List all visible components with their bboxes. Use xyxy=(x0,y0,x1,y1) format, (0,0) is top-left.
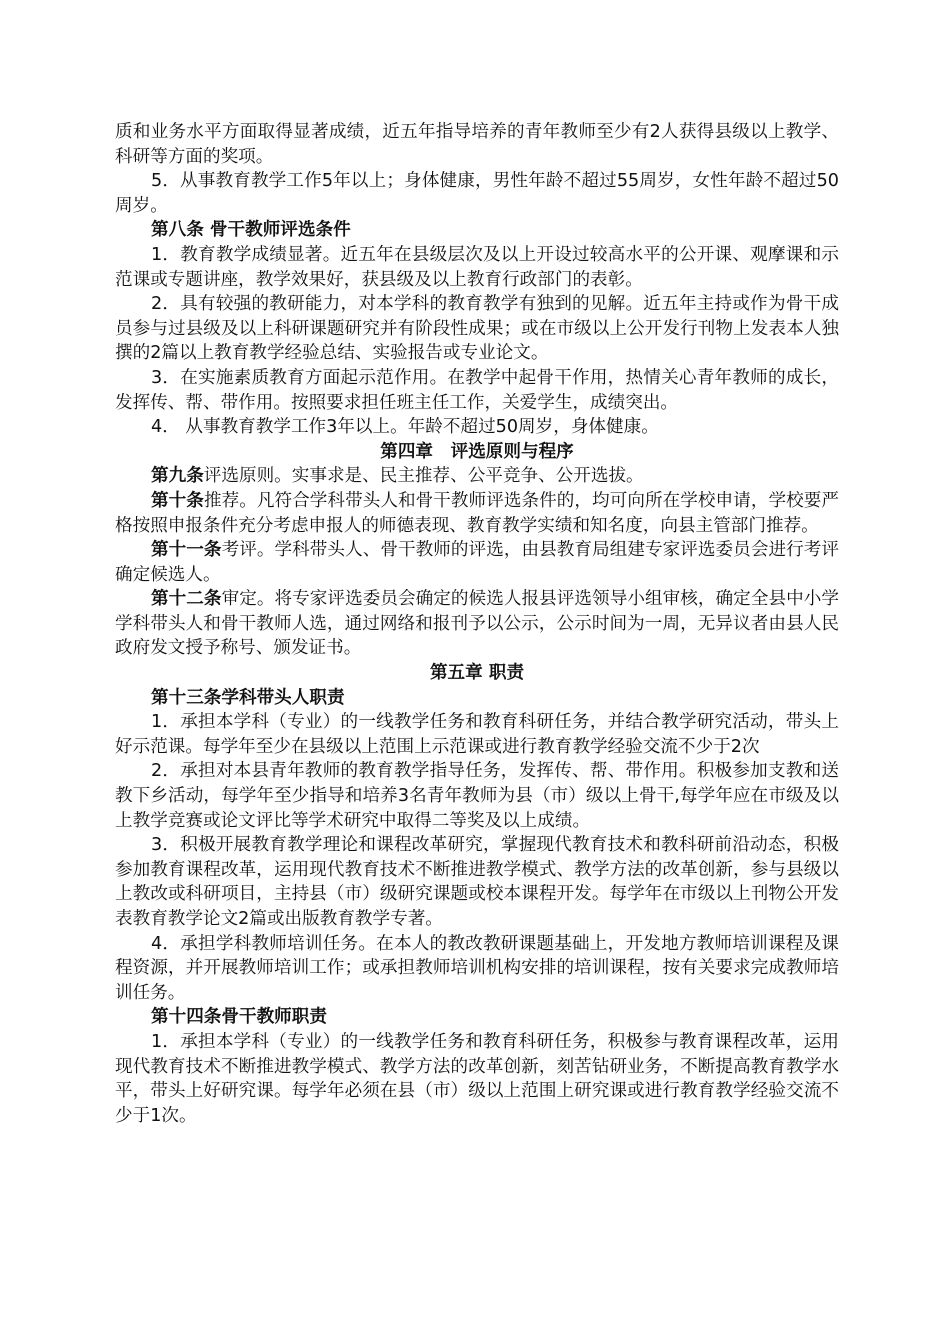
article-10 xyxy=(115,489,839,538)
article-10-text: 推荐。凡符合学科带头人和骨干教师评选条件的，均可向所在学校申请，学校要严格按照申报条件充分考虑申报人的师德表现、教育教学实绩和知名度，向县主管部门推荐。 xyxy=(115,490,839,536)
paragraph-continuation: 质和业务水平方面取得显著成绩，近五年指导培养的青年教师至少有2人获得县级以上教学、科研等方面的奖项。 xyxy=(115,122,839,167)
article-14-heading: 第十四条骨干教师职责 xyxy=(151,1007,327,1028)
article-9 xyxy=(115,464,839,489)
article-9-label: 第九条 xyxy=(151,466,204,487)
article-8-item-4: 4． 从事教育教学工作3年以上。年龄不超过50周岁，身体健康。 xyxy=(151,417,659,438)
article-8-item-1: 1．教育教学成绩显著。近五年在县级层次及以上开设过较高水平的公开课、观摩课和示范课或专题讲座，教学效果好，获县级及以上教育行政部门的表彰。 xyxy=(115,244,839,290)
document-page xyxy=(115,120,839,1128)
article-13-item-1: 1．承担本学科（专业）的一线教学任务和教育科研任务，并结合教学研究活动，带头上好示范课。每学年至少在县级以上范围上示范课或进行教育教学经验交流不少于2次 xyxy=(115,712,839,757)
article-10-label: 第十条 xyxy=(151,490,204,511)
article-8-item-3: 3．在实施素质教育方面起示范作用。在教学中起骨干作用，热情关心青年教师的成长，发挥传、帮、带作用。按照要求担任班主任工作，关爱学生，成绩突出。 xyxy=(115,367,839,413)
article-14-item-1: 1．承担本学科（专业）的一线教学任务和教育科研任务，积极参与教育课程改革，运用现代教育技术不断推进教学模式、教学方法的改革创新，刻苦钻研业务，不断提高教育教学水平，带头上好研究课。每学年必须在县（市）级以上范围上研究课或进行教育教学经验交流不少于1次。 xyxy=(115,1031,839,1126)
article-13-item-3: 3．积极开展教育教学理论和课程改革研究，掌握现代教育技术和教科研前沿动态，积极参加教育课程改革，运用现代教育技术不断推进教学模式、教学方法的改革创新，参与县级以上教改或科研项目，主持县（市）级研究课题或校本课程开发。每学年在市级以上刊物公开发表教育教学论文2篇或出版教育教学专著。 xyxy=(115,835,839,929)
article-11-text: 考评。学科带头人、骨干教师的评选，由县教育局组建专家评选委员会进行考评确定候选人。 xyxy=(115,540,839,585)
article-13-item-2: 2．承担对本县青年教师的教育教学指导任务，发挥传、帮、带作用。积极参加支教和送教下乡活动，每学年至少指导和培养3名青年教师为县（市）级以上骨干,每学年应在市级及以上教学竞赛或论文评比等学术研究中取得二等奖及以上成绩。 xyxy=(115,761,839,831)
article-11-label: 第十一条 xyxy=(151,540,222,561)
article-11 xyxy=(115,538,839,587)
article-13-heading: 第十三条学科带头人职责 xyxy=(151,687,345,708)
article-12 xyxy=(115,587,839,661)
article-12-text: 审定。将专家评选委员会确定的候选人报县评选领导小组审核，确定全县中小学学科带头人和骨干教师人选，通过网络和报刊予以公示，公示时间为一周，无异议者由县人民政府发文授予称号、颁发证书。 xyxy=(115,589,839,659)
article-12-label: 第十二条 xyxy=(151,589,222,610)
article-9-text: 评选原则。实事求是、民主推荐、公平竞争、公开选拔。 xyxy=(203,466,644,487)
article-13-item-4: 4．承担学科教师培训任务。在本人的教改教研课题基础上，开发地方教师培训课程及课程资源，并开展教师培训工作；或承担教师培训机构安排的培训课程，按有关要求完成教师培训任务。 xyxy=(115,933,839,1003)
chapter-4-title: 第四章 评选原则与程序 xyxy=(380,441,574,462)
chapter-5-title: 第五章 职责 xyxy=(429,663,525,684)
paragraph-item-5: 5．从事教育教学工作5年以上；身体健康，男性年龄不超过55周岁，女性年龄不超过50周岁。 xyxy=(115,171,839,216)
article-8-heading: 第八条 骨干教师评选条件 xyxy=(151,220,351,241)
article-8-item-2: 2．具有较强的教研能力，对本学科的教育教学有独到的见解。近五年主持或作为骨干成员参与过县级及以上科研课题研究并有阶段性成果；或在市级以上公开发行刊物上发表本人独撰的2篇以上教育教学经验总结、实验报告或专业论文。 xyxy=(115,294,839,364)
